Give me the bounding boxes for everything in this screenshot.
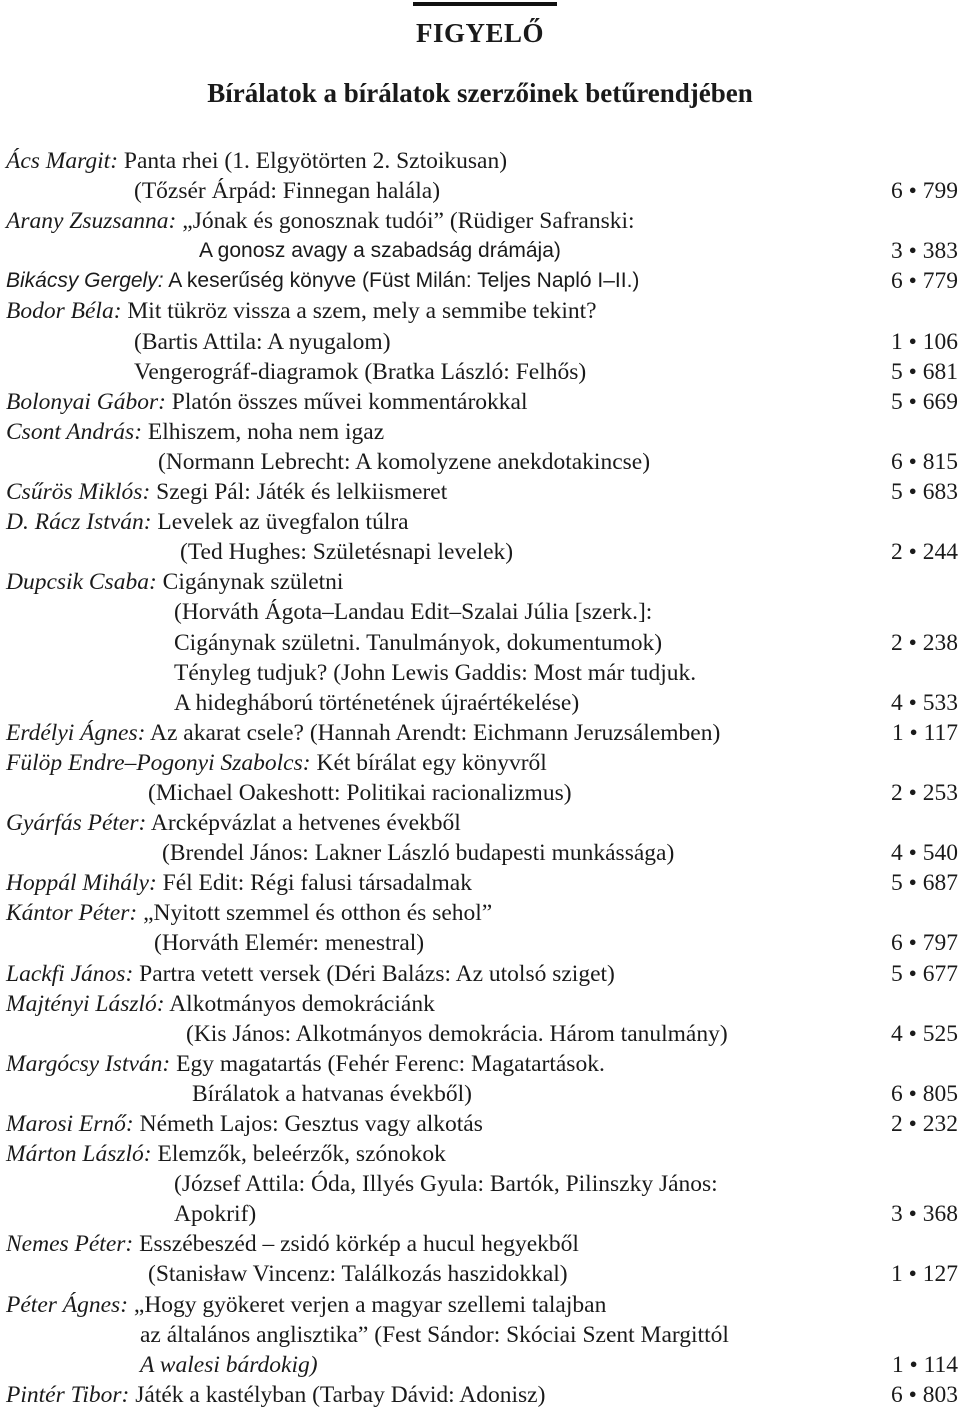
entry-text: Apokrif) [174, 1201, 257, 1228]
entry-text: (Bartis Attila: A nyugalom) [134, 328, 391, 355]
list-line [6, 1350, 960, 1380]
entry-reference: 3 • 383 [891, 238, 958, 265]
entry-reference: 1 • 127 [891, 1261, 958, 1288]
entry-text: (Kis János: Alkotmányos demokrácia. Három tanulmány) [186, 1020, 728, 1047]
entry-text: (Horváth Elemér: menestral) [154, 930, 425, 957]
entry-text: Elhiszem, noha nem igaz [142, 418, 385, 445]
entry-text: Cigánynak születni [156, 569, 344, 596]
list-line [6, 357, 960, 387]
entry-author: Bikácsy Gergely: [6, 269, 164, 293]
entry-author: Pintér Tibor: [6, 1381, 130, 1408]
entry-author: Fülöp Endre–Pogonyi Szabolcs: [6, 749, 311, 776]
entry-text: Cigánynak születni. Tanulmányok, dokumentumok) [174, 629, 663, 656]
entry-reference: 6 • 803 [891, 1381, 958, 1408]
list-line [6, 597, 960, 627]
entry-text: Tényleg tudjuk? (John Lewis Gaddis: Most már tudjuk. [174, 659, 697, 686]
entry-text: (Normann Lebrecht: A komolyzene anekdotakincse) [158, 448, 651, 475]
list-line [6, 507, 960, 537]
entry-author: Bodor Béla: [6, 298, 122, 325]
list-line [6, 1109, 960, 1139]
entry-reference: 4 • 525 [891, 1020, 958, 1047]
entry-author: Arany Zsuzsanna: [6, 208, 177, 235]
page-title: Bírálatok a bírálatok szerzőinek betűrendjében [207, 78, 753, 108]
entry-author: Bolonyai Gábor: [6, 388, 166, 415]
list-line [6, 1320, 960, 1350]
entry-reference: 4 • 533 [891, 689, 958, 716]
entry-reference: 2 • 244 [891, 539, 958, 566]
list-line [6, 868, 960, 898]
entry-text: Arcképvázlat a hetvenes évekből [146, 810, 461, 837]
entry-text: Bírálatok a hatvanas évekből) [192, 1080, 472, 1107]
list-line [6, 778, 960, 808]
entry-reference: 5 • 683 [891, 479, 958, 506]
list-line [6, 1199, 960, 1229]
entry-author: Majtényi László: [6, 990, 165, 1017]
entry-text: Fél Edit: Régi falusi társadalmak [156, 870, 472, 897]
entry-author: Kántor Péter: [6, 900, 138, 927]
list-line [6, 1079, 960, 1109]
entry-reference: 1 • 117 [891, 719, 958, 746]
entry-reference: 6 • 799 [891, 178, 958, 205]
entry-author: Nemes Péter: [6, 1231, 134, 1258]
entry-text: Levelek az üvegfalon túlra [151, 509, 409, 536]
list-line [6, 898, 960, 928]
entry-text: (Stanisław Vincenz: Találkozás haszidokkal) [148, 1261, 568, 1288]
list-line [6, 1049, 960, 1079]
list-line [6, 537, 960, 567]
list-line [6, 718, 960, 748]
list-line [6, 628, 960, 658]
list-line [6, 658, 960, 688]
entry-text: (Michael Oakeshott: Politikai racionalizmus) [148, 779, 572, 806]
list-line [6, 176, 960, 206]
entry-author: Csont András: [6, 418, 143, 445]
entry-author: Ács Margit: [6, 148, 119, 174]
list-line [6, 146, 960, 176]
top-rule [413, 2, 557, 6]
entry-reference: 5 • 687 [891, 870, 958, 897]
entry-text: A hidegháború történetének újraértékelése) [174, 689, 580, 716]
entry-reference: 6 • 815 [891, 448, 958, 475]
list-line [6, 327, 960, 357]
entry-text: Németh Lajos: Gesztus vagy alkotás [133, 1111, 483, 1137]
list-line [6, 928, 960, 958]
entry-text: „Jónak és gonosznak tudói” (Rüdiger Safranski: [176, 208, 635, 235]
entry-text: (Tőzsér Árpád: Finnegan halála) [134, 178, 441, 205]
entry-reference: 5 • 669 [891, 388, 958, 415]
list-line [6, 206, 960, 236]
entry-text: Vengerográf-diagramok (Bratka László: Felhős) [134, 358, 587, 385]
list-line [6, 1139, 960, 1169]
entry-text: Partra vetett versek (Déri Balázs: Az utolsó sziget) [133, 960, 615, 987]
list-line [6, 417, 960, 447]
entry-text: Egy magatartás (Fehér Ferenc: Magatartások. [170, 1050, 605, 1077]
list-line [6, 1380, 960, 1410]
entry-text: az általános anglisztika” (Fest Sándor: Skóciai Szent Margittól [140, 1321, 729, 1348]
entry-text: Panta rhei (1. Elgyötörten 2. Sztoikusan) [118, 148, 508, 174]
list-line [6, 1290, 960, 1320]
entry-text: Két bírálat egy könyvről [310, 749, 547, 776]
list-line [6, 688, 960, 718]
entry-text: (József Attila: Óda, Illyés Gyula: Bartók, Pilinszky János: [174, 1171, 718, 1198]
entry-text: Platón összes művei kommentárokkal [165, 388, 528, 415]
entry-text: (Brendel János: Lakner László budapesti munkássága) [162, 840, 675, 867]
list-line [6, 1169, 960, 1199]
entry-author: Gyárfás Péter: [6, 810, 147, 837]
entry-text: Alkotmányos demokráciánk [164, 990, 435, 1017]
list-line [6, 959, 960, 989]
entry-text: „Hogy gyökeret verjen a magyar szellemi talajban [128, 1291, 607, 1318]
list-line [6, 808, 960, 838]
entry-author: Márton László: [6, 1141, 152, 1168]
entry-author: Margócsy István: [6, 1050, 171, 1077]
entry-reference: 1 • 106 [891, 328, 958, 355]
list-line [6, 387, 960, 417]
list-line [6, 567, 960, 597]
entry-text: Esszébeszéd – zsidó körkép a hucul hegyekből [133, 1231, 579, 1258]
list-line [6, 447, 960, 477]
list-line [6, 1229, 960, 1259]
entry-reference: 2 • 253 [891, 779, 958, 806]
entry-text: Elemzők, beleérzők, szónokok [151, 1141, 446, 1168]
list-line [6, 266, 960, 296]
entry-author: Marosi Ernő: [6, 1111, 134, 1137]
entry-text: A walesi bárdokig) [140, 1351, 318, 1378]
entry-author: D. Rácz István: [6, 509, 152, 536]
list-line [6, 296, 960, 326]
list-line [6, 477, 960, 507]
list-line [6, 748, 960, 778]
list-line [6, 236, 960, 266]
entry-reference: 2 • 232 [891, 1111, 958, 1137]
entry-author: Péter Ágnes: [6, 1291, 129, 1318]
entry-reference: 3 • 368 [891, 1201, 958, 1228]
entry-text: A gonosz avagy a szabadság drámája) [199, 239, 561, 263]
entry-author: Csűrös Miklós: [6, 479, 151, 506]
list-line [6, 989, 960, 1019]
entry-text: A keserűség könyve (Füst Milán: Teljes Napló I–II.) [163, 269, 640, 293]
entry-text: Szegi Pál: Játék és lelkiismeret [150, 479, 448, 506]
entry-author: Lackfi János: [6, 960, 134, 987]
list-line [6, 1259, 960, 1289]
entry-reference: 6 • 797 [891, 930, 958, 957]
entry-author: Hoppál Mihály: [6, 870, 157, 897]
entry-reference: 6 • 805 [891, 1080, 958, 1107]
entry-text: (Ted Hughes: Születésnapi levelek) [180, 539, 514, 566]
entry-text: Játék a kastélyban (Tarbay Dávid: Adonisz) [129, 1381, 546, 1408]
entry-text: Mit tükröz vissza a szem, mely a semmibe tekint? [121, 298, 597, 325]
entry-reference: 6 • 779 [891, 268, 958, 295]
entry-reference: 5 • 677 [891, 960, 958, 987]
entry-reference: 4 • 540 [891, 840, 958, 867]
entry-text: (Horváth Ágota–Landau Edit–Szalai Júlia [szerk.]: [174, 599, 653, 626]
entry-reference: 2 • 238 [891, 629, 958, 656]
entry-author: Erdélyi Ágnes: [6, 719, 146, 746]
entry-text: „Nyitott szemmel és otthon és sehol” [137, 900, 493, 927]
entry-author: Dupcsik Csaba: [6, 569, 157, 596]
entry-reference: 5 • 681 [891, 358, 958, 385]
review-list [6, 146, 960, 1410]
entry-reference: 1 • 114 [891, 1351, 958, 1378]
list-line [6, 838, 960, 868]
section-title: FIGYELŐ [415, 18, 545, 48]
entry-text: Az akarat csele? (Hannah Arendt: Eichmann Jeruzsálemben) [145, 719, 721, 746]
list-line [6, 1019, 960, 1049]
